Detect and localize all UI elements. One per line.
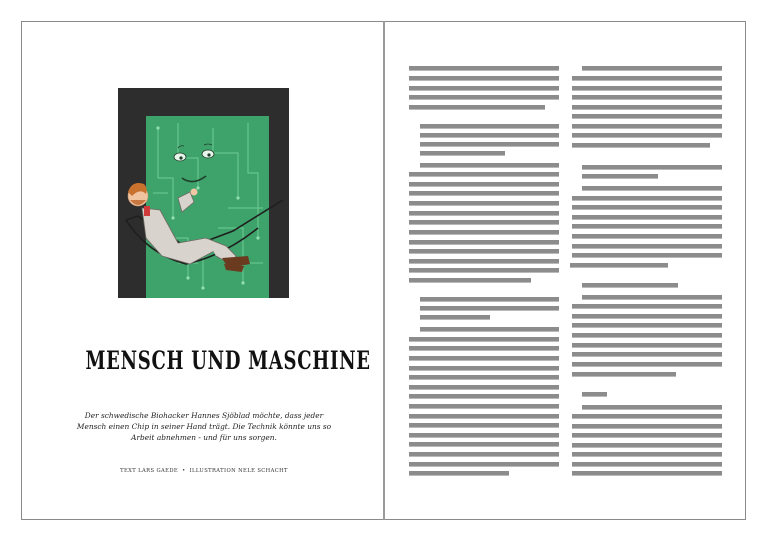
text-bar [409,86,559,91]
text-bar [582,165,722,170]
text-bar [582,66,722,71]
text-bar [572,343,722,348]
text-bar [409,240,559,245]
text-bar [409,375,559,380]
text-bar [409,471,509,476]
text-bar [572,372,676,377]
text-bar [409,423,559,428]
text-bar [409,268,559,273]
text-bar [409,66,559,71]
text-bar [572,143,710,148]
text-bar [409,433,559,438]
text-bar [582,295,722,300]
text-bar [582,283,678,288]
text-bar [420,327,559,332]
text-bar [572,76,722,81]
text-bar [572,433,722,438]
text-bar [572,234,722,239]
text-bar [409,172,559,177]
text-bar [420,306,559,311]
text-bar [572,105,722,110]
text-bar [572,352,722,357]
credit-illustration: ILLUSTRATION NELE SCHACHT [189,468,288,474]
text-bar [572,314,722,319]
text-bar [572,253,722,258]
text-bar [582,405,722,410]
text-bar [420,142,559,147]
text-bar [409,385,559,390]
text-bar [572,414,722,419]
text-bar [420,151,505,156]
text-bar [572,133,722,138]
text-bar [409,462,559,467]
text-bar [572,333,722,338]
text-bar [409,249,559,254]
text-bar [572,323,722,328]
credit-separator: • [182,468,186,474]
text-bar [572,362,722,367]
text-bar [409,366,559,371]
text-bar [409,356,559,361]
article-lede: Der schwedische Biohacker Hannes Sjöblad möchte, dass jeder Mensch einen Chip in seiner Hand trägt. Die Technik könnte uns so Arbeit abnehmen - und für uns sorgen. [76,411,332,442]
text-bar [582,392,607,397]
text-bar [572,224,722,229]
article-title: MENSCH UND MASCHINE [85,346,371,375]
text-bar [572,196,722,201]
text-bar [409,337,559,342]
credit-text: TEXT LARS GAEDE [120,468,179,474]
text-bar [420,297,559,302]
text-bar [409,182,559,187]
text-bar [572,114,722,119]
text-bar [409,259,559,264]
text-bar [409,220,559,225]
text-bar [420,315,490,320]
text-bar [572,244,722,249]
text-bar [570,263,668,268]
text-bar [572,205,722,210]
text-bar [409,278,531,283]
text-bar [409,105,545,110]
text-bar [572,462,722,467]
text-bar [582,186,722,191]
text-bar [409,230,559,235]
text-bar [409,95,559,100]
text-bar [420,124,559,129]
text-bar [572,304,722,309]
text-bar [420,133,559,138]
text-bar [409,211,559,216]
text-bar [409,452,559,457]
text-bar [409,76,559,81]
text-bar [572,124,722,129]
text-bar [572,86,722,91]
text-bar [582,174,658,179]
text-bar [572,424,722,429]
text-bar [572,471,722,476]
text-bar [572,452,722,457]
text-bar [409,404,559,409]
text-bar [409,414,559,419]
text-bar [409,394,559,399]
text-bar [572,95,722,100]
text-bar [409,442,559,447]
text-bar [409,191,559,196]
text-bar [409,346,559,351]
text-bar [420,163,559,168]
text-bar [572,443,722,448]
text-bar [409,201,559,206]
text-bar [572,215,722,220]
